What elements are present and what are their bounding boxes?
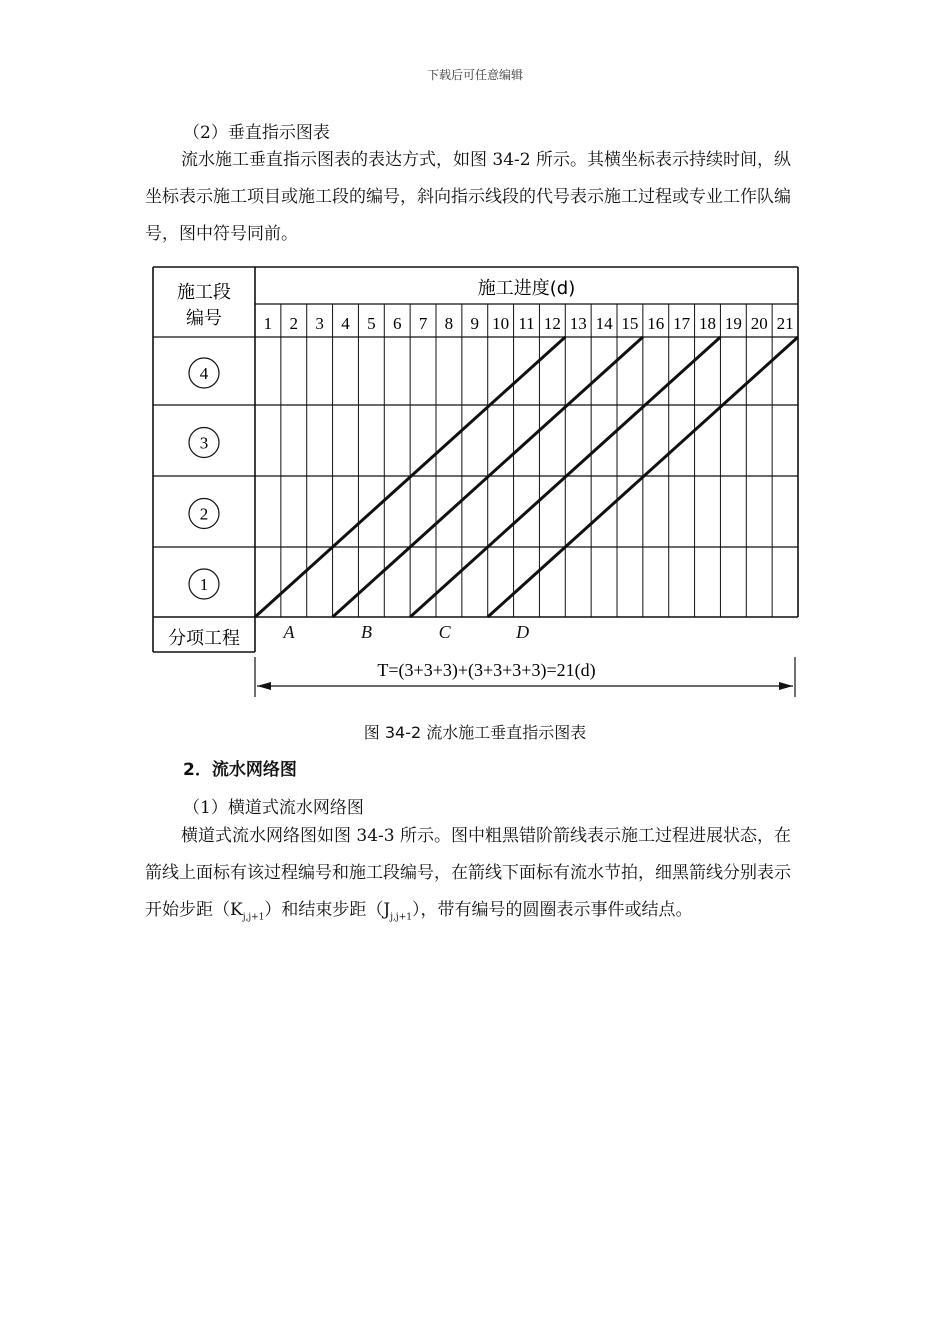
segment-number: 3 bbox=[199, 433, 209, 453]
dim-arrow-left bbox=[257, 682, 271, 690]
process-label: D bbox=[516, 622, 530, 642]
day-tick-label: 10 bbox=[492, 314, 510, 333]
day-tick-label: 18 bbox=[699, 314, 716, 333]
segment-header-line1: 施工段 bbox=[177, 282, 231, 303]
page-header-watermark: 下载后可任意编辑 bbox=[426, 68, 523, 82]
section-heading: （2）垂直指示图表 bbox=[183, 123, 330, 143]
day-tick-label: 4 bbox=[341, 314, 350, 333]
section-2-paragraph bbox=[145, 818, 805, 936]
total-duration-formula: T=(3+3+3)+(3+3+3+3)=21(d) bbox=[377, 660, 596, 680]
day-tick-label: 19 bbox=[724, 314, 742, 333]
segment-number: 4 bbox=[199, 364, 209, 383]
day-tick-label: 5 bbox=[367, 314, 376, 333]
section-paragraph: 流水施工垂直指示图表的表达方式，如图 34-2 所示。其横坐标表示持续时间，纵坐标表示施工项目或施工段的编号，斜向指示线段的代号表示施工过程或专业工作队编号，图中符号同前。 bbox=[145, 150, 791, 244]
paragraph-part-a: 横道式流水网络图如图 34-3 所示。图中粗黑错阶箭线表示施工过程进展状态，在箭线上面标有该过程编号和施工段编号，在箭线下面标有流水节拍，细黑箭线分别表示开始步距（K bbox=[145, 826, 791, 920]
j-subscript: j,j+1 bbox=[390, 912, 412, 923]
progress-header-title: 施工进度(d) bbox=[477, 278, 576, 299]
dim-arrow-right bbox=[779, 682, 793, 690]
process-label: B bbox=[361, 622, 373, 642]
k-subscript: j,j+1 bbox=[242, 912, 265, 923]
paragraph-part-c: ），带有编号的圆圈表示事件或结点。 bbox=[411, 900, 693, 920]
day-tick-label: 13 bbox=[569, 314, 587, 333]
figure-caption: 图 34-2 流水施工垂直指示图表 bbox=[363, 723, 587, 742]
section-2-subheading: （1）横道式流水网络图 bbox=[183, 798, 364, 818]
day-tick-label: 9 bbox=[470, 314, 480, 333]
segment-number: 2 bbox=[199, 504, 209, 524]
day-tick-label: 2 bbox=[289, 314, 299, 333]
day-tick-label: 14 bbox=[595, 314, 613, 333]
day-tick-label: 16 bbox=[647, 314, 665, 333]
day-tick-label: 6 bbox=[392, 314, 402, 333]
day-tick-label: 7 bbox=[418, 314, 428, 333]
day-tick-label: 11 bbox=[518, 314, 535, 333]
day-tick-label: 1 bbox=[263, 314, 273, 333]
day-tick-label: 15 bbox=[621, 314, 639, 333]
day-tick-label: 8 bbox=[444, 314, 454, 333]
vertical-schedule-chart bbox=[148, 262, 808, 702]
process-label: A bbox=[283, 622, 295, 642]
day-tick-label: 21 bbox=[776, 314, 794, 333]
segment-header-line2: 编号 bbox=[186, 308, 222, 329]
process-label: C bbox=[438, 622, 451, 642]
section-2-heading: 2．流水网络图 bbox=[183, 760, 297, 780]
paragraph-part-b: ）和结束步距（J bbox=[264, 900, 391, 920]
day-tick-label: 17 bbox=[673, 314, 691, 333]
day-tick-label: 12 bbox=[543, 314, 561, 333]
day-tick-label: 20 bbox=[750, 314, 768, 333]
segment-number: 1 bbox=[199, 575, 209, 594]
day-tick-label: 3 bbox=[315, 314, 324, 333]
sub-item-label: 分项工程 bbox=[168, 628, 240, 649]
